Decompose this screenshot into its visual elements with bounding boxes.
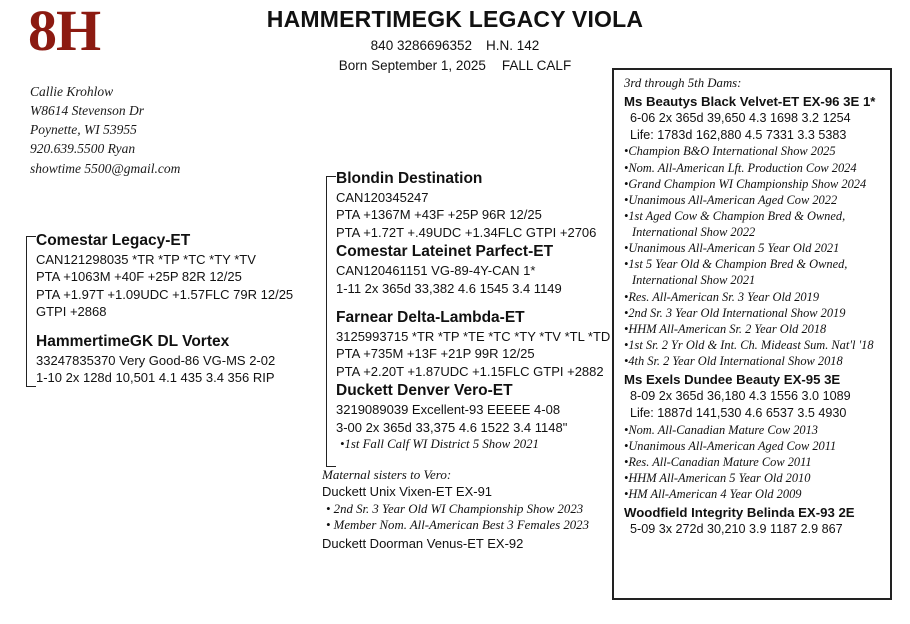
- dam-dam-block: [322, 382, 612, 453]
- dam-entry: [624, 93, 882, 369]
- sire-line-1: CAN121298035 *TR *TP *TC *TY *TV: [36, 252, 256, 267]
- pedigree-left-column: [22, 232, 322, 386]
- dam-line-1: 33247835370 Very Good-86 VG-MS 2-02: [36, 352, 276, 368]
- dam-4-note-3: •Res. All-Canadian Mature Cow 2011: [624, 454, 812, 469]
- dam-3-record-2: Life: 1783d 162,880 4.5 7331 3.3 5383: [630, 127, 847, 142]
- dam-name: HammertimeGK DL Vortex: [36, 332, 230, 350]
- maternal-sisters-block: [322, 467, 612, 553]
- pedigree-middle-column: [322, 170, 612, 553]
- dam-3-note-5-cont: International Show 2022: [632, 225, 756, 239]
- dam-3-name: Ms Beautys Black Velvet-ET EX-96 3E 1*: [624, 94, 876, 109]
- sire-name: Comestar Legacy-ET: [36, 232, 191, 249]
- dam-3-record-1: 6-06 2x 365d 39,650 4.3 1698 3.2 1254: [630, 111, 851, 126]
- sire-sire-line-2: PTA +1367M +43F +25P 96R 12/25: [336, 207, 542, 223]
- consignor-address-2: Poynette, WI 53955: [30, 122, 137, 138]
- consignor-block: [30, 82, 280, 178]
- dam-4-note-5: •HM All-American 4 Year Old 2009: [624, 487, 802, 501]
- birth-date: Born September 1, 2025: [338, 58, 486, 73]
- dam-3-note-4: •Unanimous All-American Aged Cow 2022: [624, 192, 838, 207]
- consignor-email: showtime 5500@gmail.com: [30, 160, 181, 176]
- dam-entry: [624, 371, 882, 502]
- show-class: FALL CALF: [501, 58, 572, 73]
- maternal-sister-1-name: Duckett Unix Vixen-ET EX-91: [322, 483, 493, 499]
- dam-4-note-1: •Nom. All-Canadian Mature Cow 2013: [624, 422, 818, 437]
- dam-5-record-1: 5-09 3x 272d 30,210 3.9 1187 2.9 867: [630, 522, 843, 537]
- maternal-sister-1-note-1: • 2nd Sr. 3 Year Old WI Championship Show 2023: [326, 501, 584, 516]
- dam-dam-name: Duckett Denver Vero-ET: [336, 382, 513, 400]
- consignor-address-1: W8614 Stevenson Dr: [30, 103, 144, 119]
- dam-sire-line-2: PTA +735M +13F +21P 99R 12/25: [336, 346, 535, 362]
- consignor-phone: 920.639.5500 Ryan: [30, 141, 136, 157]
- maternal-sister-1-note-2: • Member Nom. All-American Best 3 Females 2023: [326, 518, 589, 533]
- dam-dam-line-2: 3-00 2x 365d 33,375 4.6 1522 3.4 1148": [336, 419, 568, 435]
- sire-dam-line-1: CAN120461151 VG-89-4Y-CAN 1*: [336, 263, 536, 279]
- page-title: HAMMERTIMEGK LEGACY VIOLA: [266, 6, 644, 32]
- lot-number: 8H: [28, 0, 101, 63]
- dam-5-name: Woodfield Integrity Belinda EX-93 2E: [624, 505, 855, 521]
- herd-number: H.N. 142: [486, 38, 540, 53]
- dam-sire-name: Farnear Delta-Lambda-ET: [336, 309, 525, 327]
- dam-3-note-1: •Champion B&O International Show 2025: [624, 144, 836, 159]
- sire-line-3: PTA +1.97T +1.09UDC +1.57FLC 79R 12/25: [36, 286, 294, 302]
- dam-3-note-11: •1st Sr. 2 Yr Old & Int. Ch. Mideast Sum. Nat'l '18: [624, 337, 874, 352]
- dam-4-note-4: •HHM All-American 5 Year Old 2010: [624, 470, 811, 485]
- sire-block: [22, 232, 322, 321]
- dam-sire-block: [322, 309, 612, 380]
- dams-box-title: 3rd through 5th Dams:: [624, 76, 742, 90]
- dam-3-note-10: •HHM All-American Sr. 2 Year Old 2018: [624, 321, 827, 336]
- sire-sire-line-3: PTA +1.72T +.49UDC +1.34FLC GTPI +2706: [336, 224, 597, 240]
- maternal-sisters-header: Maternal sisters to Vero:: [322, 466, 452, 482]
- sire-sire-line-1: CAN120345247: [336, 190, 429, 205]
- dam-sire-line-1: 3125993715 *TR *TP *TE *TC *TY *TV *TL *TD: [336, 329, 611, 345]
- dam-4-record-1: 8-09 2x 365d 36,180 4.3 1556 3.0 1089: [630, 389, 851, 404]
- dam-entry: [624, 504, 882, 538]
- dam-4-name: Ms Exels Dundee Beauty EX-95 3E: [624, 372, 841, 388]
- sire-dam-line-2: 1-11 2x 365d 33,382 4.6 1545 3.4 1149: [336, 280, 562, 296]
- dam-block: [22, 333, 322, 387]
- maternal-sister-2-name: Duckett Doorman Venus-ET EX-92: [322, 536, 524, 552]
- registration-number: 840 3286696352: [370, 38, 473, 53]
- dam-dam-line-1: 3219089039 Excellent-93 EEEEE 4-08: [336, 402, 561, 418]
- dam-3-note-2: •Nom. All-American Lft. Production Cow 2024: [624, 160, 857, 175]
- dam-3-note-3: •Grand Champion WI Championship Show 2024: [624, 176, 867, 191]
- registration-line: [0, 38, 910, 53]
- sire-dam-block: [322, 243, 612, 297]
- dam-3-note-5: •1st Aged Cow & Champion Bred & Owned,: [624, 208, 846, 223]
- dam-4-record-2: Life: 1887d 141,530 4.6 6537 3.5 4930: [630, 405, 847, 420]
- dam-3-note-6: •Unanimous All-American 5 Year Old 2021: [624, 241, 840, 256]
- sire-dam-name: Comestar Lateinet Parfect-ET: [336, 243, 554, 261]
- dam-sire-line-3: PTA +2.20T +1.87UDC +1.15FLC GTPI +2882: [336, 363, 604, 379]
- sire-sire-block: [322, 170, 612, 241]
- dam-dam-note-1: •1st Fall Calf WI District 5 Show 2021: [340, 437, 539, 452]
- dam-3-note-8: •Res. All-American Sr. 3 Year Old 2019: [624, 289, 820, 304]
- dam-3-note-7-cont: International Show 2021: [632, 273, 756, 288]
- dam-line-2: 1-10 2x 128d 10,501 4.1 435 3.4 356 RIP: [36, 370, 275, 386]
- sire-line-2: PTA +1063M +40F +25P 82R 12/25: [36, 269, 242, 285]
- consignor-name: Callie Krohlow: [30, 84, 114, 99]
- dam-3-note-9: •2nd Sr. 3 Year Old International Show 2019: [624, 305, 846, 320]
- dam-3-note-7: •1st 5 Year Old & Champion Bred & Owned,: [624, 257, 848, 272]
- dam-4-note-2: •Unanimous All-American Aged Cow 2011: [624, 438, 837, 453]
- dam-3-note-12: •4th Sr. 2 Year Old International Show 2018: [624, 354, 843, 368]
- dams-box: [612, 68, 892, 600]
- sire-line-4: GTPI +2868: [36, 304, 107, 320]
- sire-sire-name: Blondin Destination: [336, 170, 483, 187]
